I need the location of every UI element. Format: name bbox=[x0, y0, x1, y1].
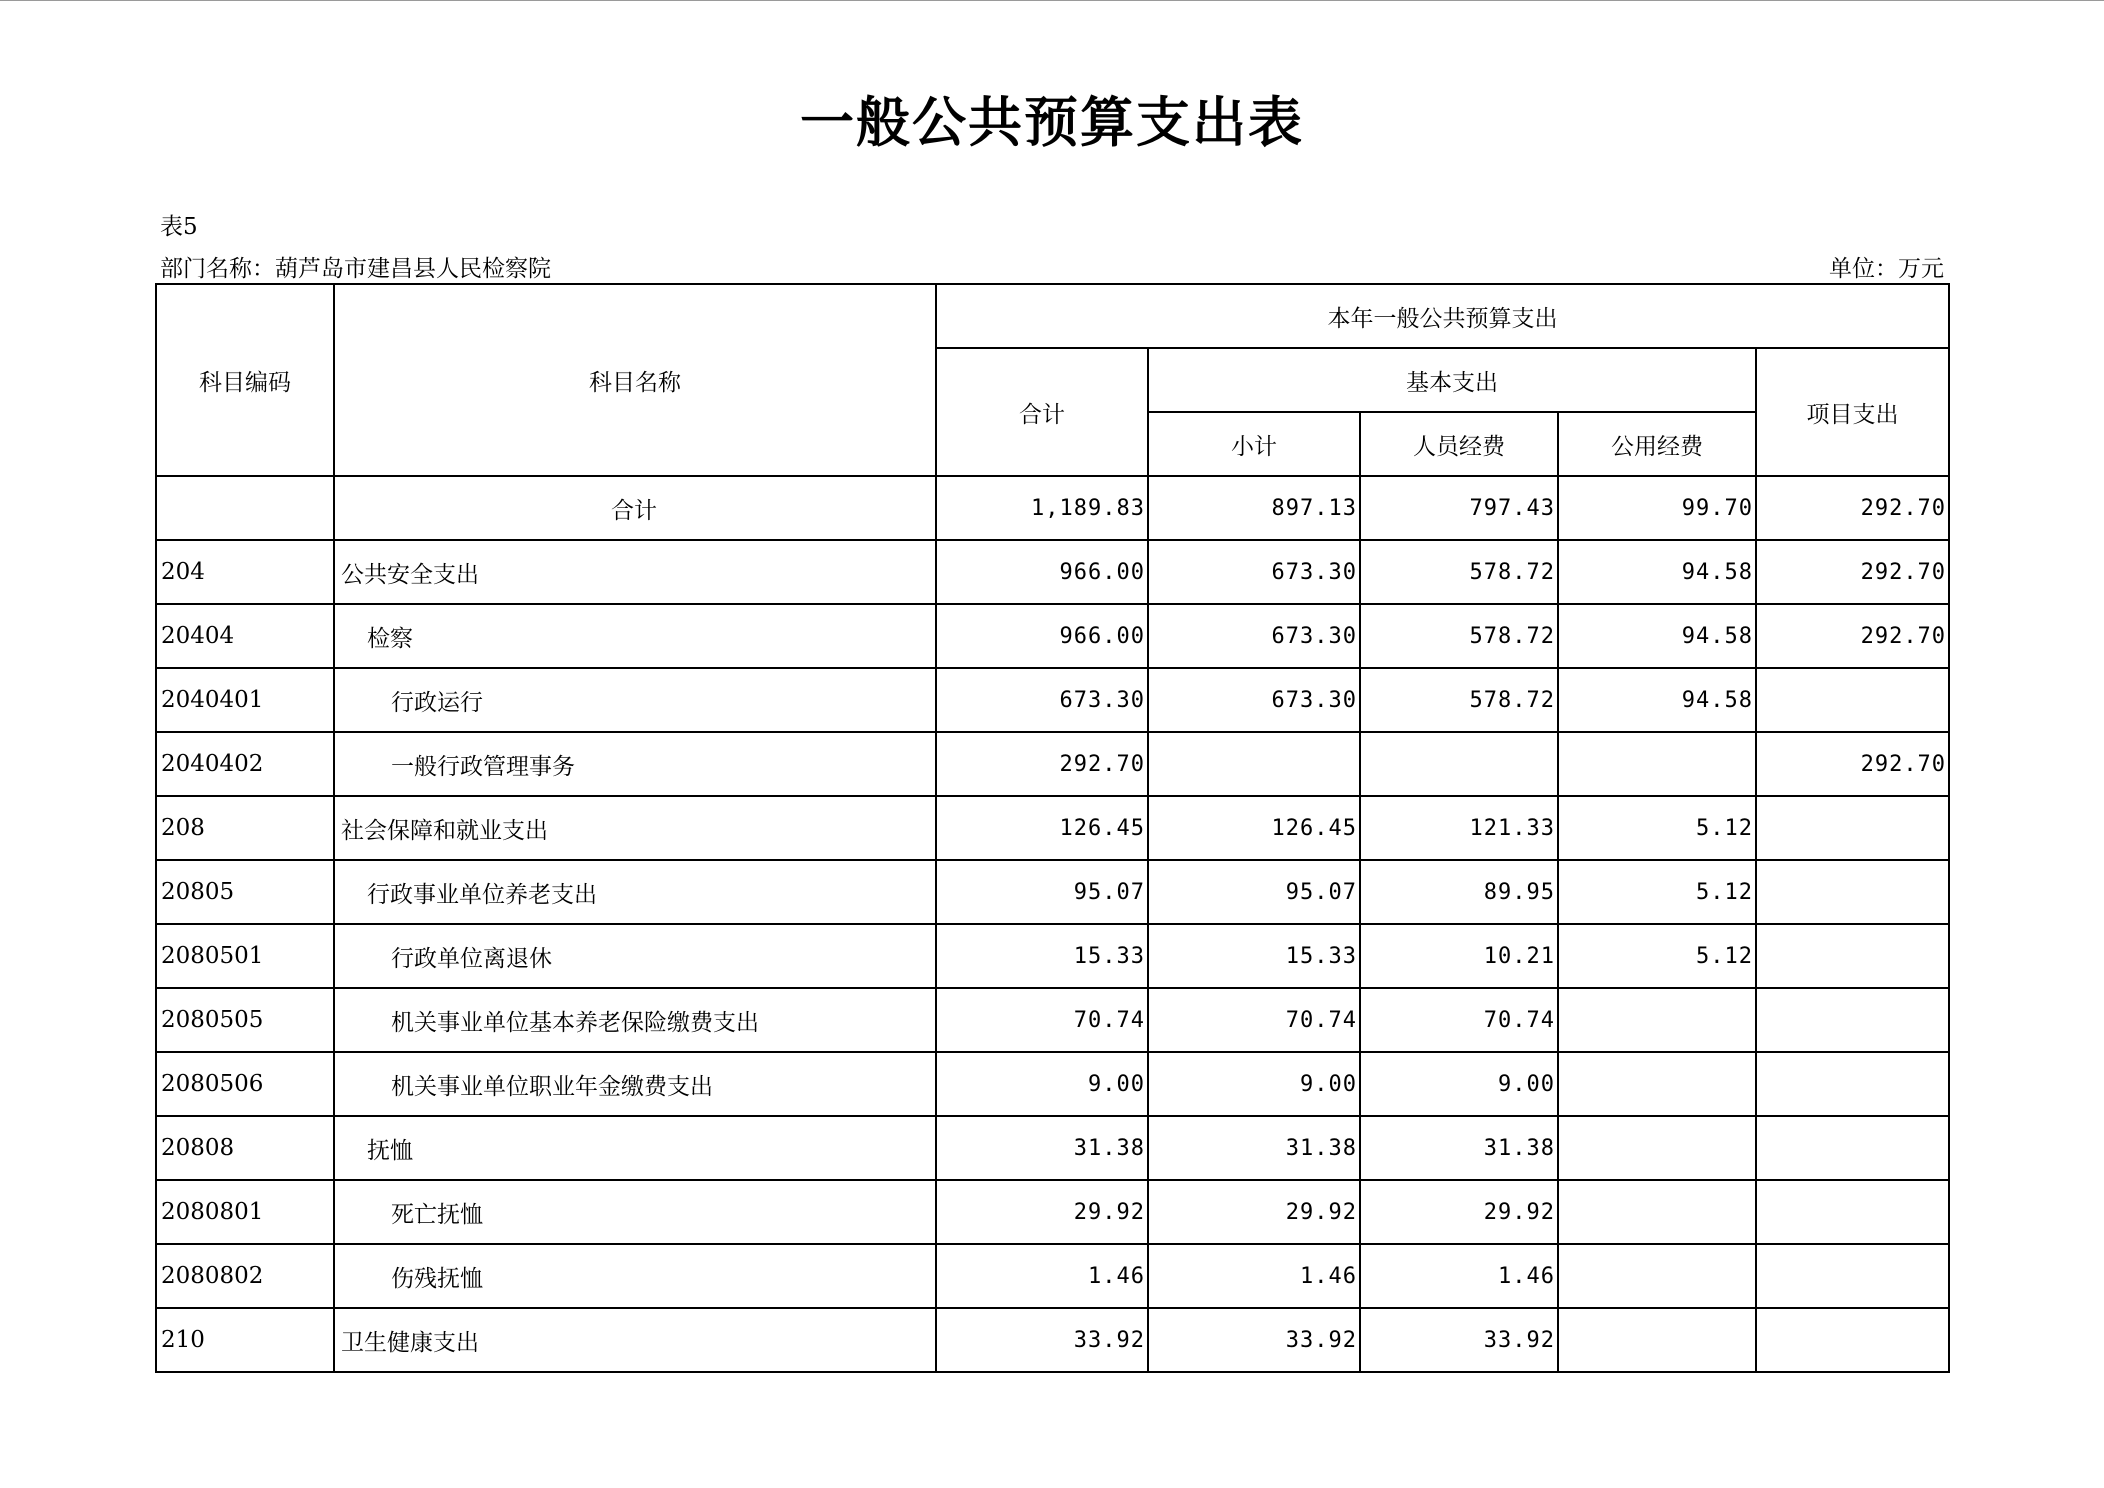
cell-code: 208 bbox=[156, 796, 334, 860]
cell-name: 行政运行 bbox=[334, 668, 936, 732]
table-row bbox=[156, 668, 1949, 732]
cell-total: 126.45 bbox=[936, 796, 1148, 860]
cell-name: 行政事业单位养老支出 bbox=[334, 860, 936, 924]
cell-public-use bbox=[1558, 988, 1756, 1052]
cell-total: 966.00 bbox=[936, 604, 1148, 668]
cell-code: 20404 bbox=[156, 604, 334, 668]
cell-public-use bbox=[1558, 1052, 1756, 1116]
header-code: 科目编码 bbox=[156, 284, 334, 476]
cell-project bbox=[1756, 924, 1949, 988]
table-row-total bbox=[156, 476, 1949, 540]
cell-subtotal: 1.46 bbox=[1148, 1244, 1360, 1308]
cell-total: 33.92 bbox=[936, 1308, 1148, 1372]
table-row bbox=[156, 1052, 1949, 1116]
cell-project bbox=[1756, 1308, 1949, 1372]
cell-public-use: 99.70 bbox=[1558, 476, 1756, 540]
cell-personnel: 70.74 bbox=[1360, 988, 1558, 1052]
cell-total: 9.00 bbox=[936, 1052, 1148, 1116]
cell-total: 292.70 bbox=[936, 732, 1148, 796]
cell-total: 15.33 bbox=[936, 924, 1148, 988]
cell-subtotal: 31.38 bbox=[1148, 1116, 1360, 1180]
budget-table bbox=[155, 283, 1950, 1373]
cell-public-use: 5.12 bbox=[1558, 924, 1756, 988]
cell-public-use bbox=[1558, 1116, 1756, 1180]
cell-personnel: 578.72 bbox=[1360, 604, 1558, 668]
header-public-use: 公用经费 bbox=[1558, 412, 1756, 476]
unit-label: 单位：万元 bbox=[1829, 256, 1944, 282]
cell-name: 伤残抚恤 bbox=[334, 1244, 936, 1308]
cell-project bbox=[1756, 796, 1949, 860]
cell-code: 2080801 bbox=[156, 1180, 334, 1244]
cell-code: 2080505 bbox=[156, 988, 334, 1052]
table-row bbox=[156, 796, 1949, 860]
table-row bbox=[156, 1116, 1949, 1180]
cell-code: 2080501 bbox=[156, 924, 334, 988]
cell-subtotal: 897.13 bbox=[1148, 476, 1360, 540]
header-project: 项目支出 bbox=[1756, 348, 1949, 476]
table-row bbox=[156, 604, 1949, 668]
header-total: 合计 bbox=[936, 348, 1148, 476]
cell-subtotal: 15.33 bbox=[1148, 924, 1360, 988]
table-row bbox=[156, 1308, 1949, 1372]
table-number: 表5 bbox=[160, 214, 198, 240]
cell-project bbox=[1756, 1244, 1949, 1308]
cell-name: 卫生健康支出 bbox=[334, 1308, 936, 1372]
cell-code: 2040402 bbox=[156, 732, 334, 796]
cell-personnel bbox=[1360, 732, 1558, 796]
cell-name: 死亡抚恤 bbox=[334, 1180, 936, 1244]
header-subtotal: 小计 bbox=[1148, 412, 1360, 476]
cell-code: 210 bbox=[156, 1308, 334, 1372]
cell-project: 292.70 bbox=[1756, 604, 1949, 668]
header-personnel: 人员经费 bbox=[1360, 412, 1558, 476]
cell-total: 70.74 bbox=[936, 988, 1148, 1052]
cell-personnel: 33.92 bbox=[1360, 1308, 1558, 1372]
cell-personnel: 29.92 bbox=[1360, 1180, 1558, 1244]
cell-code: 2040401 bbox=[156, 668, 334, 732]
cell-public-use bbox=[1558, 732, 1756, 796]
cell-total: 1,189.83 bbox=[936, 476, 1148, 540]
cell-code: 20805 bbox=[156, 860, 334, 924]
cell-name: 抚恤 bbox=[334, 1116, 936, 1180]
cell-personnel: 1.46 bbox=[1360, 1244, 1558, 1308]
cell-name: 合计 bbox=[334, 476, 936, 540]
cell-personnel: 121.33 bbox=[1360, 796, 1558, 860]
cell-subtotal: 33.92 bbox=[1148, 1308, 1360, 1372]
header-current-year: 本年一般公共预算支出 bbox=[936, 284, 1949, 348]
cell-project bbox=[1756, 988, 1949, 1052]
cell-public-use bbox=[1558, 1244, 1756, 1308]
cell-subtotal: 673.30 bbox=[1148, 540, 1360, 604]
table-row bbox=[156, 988, 1949, 1052]
table-row bbox=[156, 860, 1949, 924]
cell-public-use: 94.58 bbox=[1558, 604, 1756, 668]
cell-subtotal: 126.45 bbox=[1148, 796, 1360, 860]
cell-code: 2080802 bbox=[156, 1244, 334, 1308]
table-row bbox=[156, 1244, 1949, 1308]
cell-personnel: 10.21 bbox=[1360, 924, 1558, 988]
cell-personnel: 31.38 bbox=[1360, 1116, 1558, 1180]
cell-name: 社会保障和就业支出 bbox=[334, 796, 936, 860]
cell-total: 1.46 bbox=[936, 1244, 1148, 1308]
cell-name: 行政单位离退休 bbox=[334, 924, 936, 988]
cell-subtotal: 29.92 bbox=[1148, 1180, 1360, 1244]
cell-total: 31.38 bbox=[936, 1116, 1148, 1180]
cell-project: 292.70 bbox=[1756, 732, 1949, 796]
cell-personnel: 9.00 bbox=[1360, 1052, 1558, 1116]
cell-public-use: 5.12 bbox=[1558, 860, 1756, 924]
cell-code: 204 bbox=[156, 540, 334, 604]
cell-subtotal: 70.74 bbox=[1148, 988, 1360, 1052]
cell-code: 20808 bbox=[156, 1116, 334, 1180]
cell-total: 966.00 bbox=[936, 540, 1148, 604]
cell-project: 292.70 bbox=[1756, 540, 1949, 604]
cell-public-use: 94.58 bbox=[1558, 540, 1756, 604]
cell-public-use: 94.58 bbox=[1558, 668, 1756, 732]
table-row bbox=[156, 924, 1949, 988]
cell-project bbox=[1756, 1052, 1949, 1116]
cell-total: 95.07 bbox=[936, 860, 1148, 924]
cell-subtotal: 95.07 bbox=[1148, 860, 1360, 924]
cell-total: 673.30 bbox=[936, 668, 1148, 732]
cell-total: 29.92 bbox=[936, 1180, 1148, 1244]
cell-personnel: 578.72 bbox=[1360, 668, 1558, 732]
cell-name: 机关事业单位职业年金缴费支出 bbox=[334, 1052, 936, 1116]
cell-project bbox=[1756, 1116, 1949, 1180]
cell-project bbox=[1756, 1180, 1949, 1244]
cell-subtotal: 673.30 bbox=[1148, 668, 1360, 732]
cell-personnel: 578.72 bbox=[1360, 540, 1558, 604]
table-row bbox=[156, 1180, 1949, 1244]
cell-personnel: 89.95 bbox=[1360, 860, 1558, 924]
cell-subtotal: 9.00 bbox=[1148, 1052, 1360, 1116]
table-row bbox=[156, 540, 1949, 604]
cell-code bbox=[156, 476, 334, 540]
cell-subtotal bbox=[1148, 732, 1360, 796]
header-basic: 基本支出 bbox=[1148, 348, 1756, 412]
header-name: 科目名称 bbox=[334, 284, 936, 476]
cell-project bbox=[1756, 668, 1949, 732]
page-title: 一般公共预算支出表 bbox=[800, 90, 1304, 154]
cell-name: 机关事业单位基本养老保险缴费支出 bbox=[334, 988, 936, 1052]
top-rule bbox=[0, 0, 2104, 1]
cell-project bbox=[1756, 860, 1949, 924]
cell-public-use bbox=[1558, 1180, 1756, 1244]
cell-public-use bbox=[1558, 1308, 1756, 1372]
cell-personnel: 797.43 bbox=[1360, 476, 1558, 540]
cell-name: 一般行政管理事务 bbox=[334, 732, 936, 796]
cell-code: 2080506 bbox=[156, 1052, 334, 1116]
department-name: 部门名称：葫芦岛市建昌县人民检察院 bbox=[160, 256, 551, 282]
table-row bbox=[156, 732, 1949, 796]
cell-name: 检察 bbox=[334, 604, 936, 668]
cell-project: 292.70 bbox=[1756, 476, 1949, 540]
cell-subtotal: 673.30 bbox=[1148, 604, 1360, 668]
cell-name: 公共安全支出 bbox=[334, 540, 936, 604]
cell-public-use: 5.12 bbox=[1558, 796, 1756, 860]
